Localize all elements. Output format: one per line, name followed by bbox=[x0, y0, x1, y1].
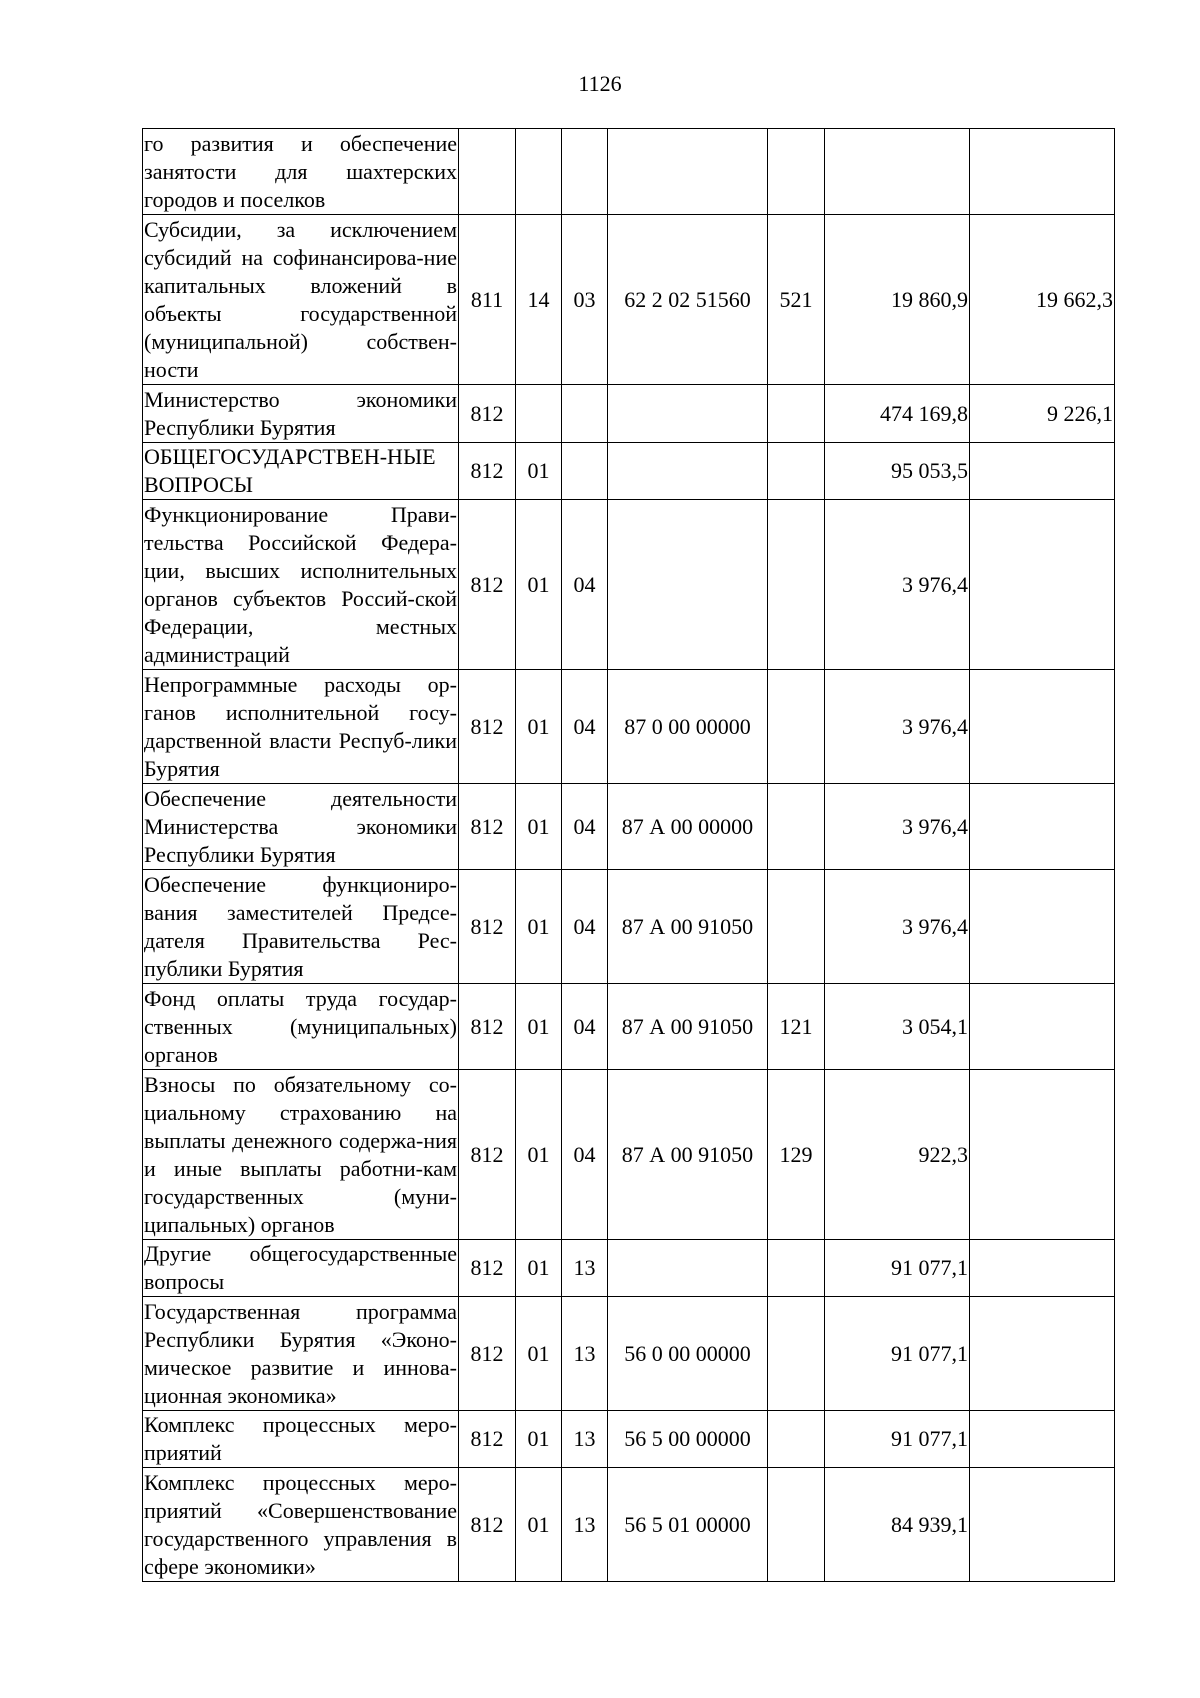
row-rz-cell: 01 bbox=[516, 870, 562, 984]
row-vr-cell: 129 bbox=[768, 1070, 825, 1240]
row-sum2-cell bbox=[970, 443, 1115, 500]
row-vr-cell bbox=[768, 1411, 825, 1468]
row-pr-cell: 04 bbox=[562, 784, 608, 870]
row-grbs-cell: 812 bbox=[459, 870, 516, 984]
row-sum2-cell: 19 662,3 bbox=[970, 215, 1115, 385]
table-row bbox=[143, 984, 1115, 1070]
row-rz-cell: 01 bbox=[516, 1468, 562, 1582]
row-sum2-cell bbox=[970, 784, 1115, 870]
row-grbs-cell: 812 bbox=[459, 1468, 516, 1582]
row-grbs-cell: 812 bbox=[459, 1240, 516, 1297]
row-csr-cell bbox=[608, 500, 768, 670]
row-sum2-cell bbox=[970, 1240, 1115, 1297]
row-sum2-cell bbox=[970, 1070, 1115, 1240]
row-csr-cell bbox=[608, 443, 768, 500]
row-rz-cell bbox=[516, 385, 562, 443]
row-pr-cell: 04 bbox=[562, 870, 608, 984]
row-sum2-cell: 9 226,1 bbox=[970, 385, 1115, 443]
row-sum2-cell bbox=[970, 870, 1115, 984]
table-row bbox=[143, 1240, 1115, 1297]
table-row bbox=[143, 1411, 1115, 1468]
row-vr-cell bbox=[768, 870, 825, 984]
row-sum1-cell: 474 169,8 bbox=[825, 385, 970, 443]
row-name-cell: Непрограммные расходы ор-ганов исполнительной госу-дарственной власти Респуб-лики Бурятия bbox=[143, 670, 459, 784]
row-grbs-cell: 812 bbox=[459, 500, 516, 670]
row-name-cell: Комплекс процессных меро-приятий bbox=[143, 1411, 459, 1468]
row-csr-cell: 87 А 00 00000 bbox=[608, 784, 768, 870]
row-csr-cell: 56 0 00 00000 bbox=[608, 1297, 768, 1411]
row-pr-cell: 04 bbox=[562, 500, 608, 670]
row-name-cell: ОБЩЕГОСУДАРСТВЕН-НЫЕ ВОПРОСЫ bbox=[143, 443, 459, 500]
row-vr-cell bbox=[768, 385, 825, 443]
table-row bbox=[143, 1468, 1115, 1582]
row-sum2-cell bbox=[970, 984, 1115, 1070]
row-sum1-cell bbox=[825, 129, 970, 215]
row-csr-cell: 62 2 02 51560 bbox=[608, 215, 768, 385]
row-name-cell: Другие общегосударственные вопросы bbox=[143, 1240, 459, 1297]
row-grbs-cell bbox=[459, 129, 516, 215]
row-csr-cell: 56 5 01 00000 bbox=[608, 1468, 768, 1582]
page-number: 1126 bbox=[578, 71, 622, 96]
budget-table bbox=[142, 128, 1115, 1582]
row-pr-cell: 04 bbox=[562, 1070, 608, 1240]
row-rz-cell: 01 bbox=[516, 784, 562, 870]
row-rz-cell: 01 bbox=[516, 500, 562, 670]
row-sum1-cell: 3 976,4 bbox=[825, 670, 970, 784]
row-sum1-cell: 95 053,5 bbox=[825, 443, 970, 500]
table-row bbox=[143, 784, 1115, 870]
row-sum1-cell: 91 077,1 bbox=[825, 1297, 970, 1411]
row-grbs-cell: 812 bbox=[459, 1297, 516, 1411]
row-vr-cell bbox=[768, 1297, 825, 1411]
row-vr-cell bbox=[768, 1468, 825, 1582]
table-row bbox=[143, 870, 1115, 984]
row-pr-cell: 13 bbox=[562, 1240, 608, 1297]
row-csr-cell: 87 А 00 91050 bbox=[608, 870, 768, 984]
row-vr-cell bbox=[768, 129, 825, 215]
row-name-cell: Министерство экономики Республики Бурятия bbox=[143, 385, 459, 443]
row-rz-cell: 01 bbox=[516, 984, 562, 1070]
row-rz-cell: 01 bbox=[516, 443, 562, 500]
row-sum1-cell: 3 054,1 bbox=[825, 984, 970, 1070]
row-rz-cell: 01 bbox=[516, 1240, 562, 1297]
row-rz-cell bbox=[516, 129, 562, 215]
row-rz-cell: 01 bbox=[516, 670, 562, 784]
row-pr-cell: 04 bbox=[562, 670, 608, 784]
row-name-cell: Субсидии, за исключением субсидий на софинансирова-ние капитальных вложений в объекты государственной (муниципальной) собствен-ности bbox=[143, 215, 459, 385]
row-sum2-cell bbox=[970, 1468, 1115, 1582]
row-vr-cell bbox=[768, 443, 825, 500]
row-sum2-cell bbox=[970, 129, 1115, 215]
row-sum1-cell: 3 976,4 bbox=[825, 500, 970, 670]
row-csr-cell bbox=[608, 385, 768, 443]
table-row bbox=[143, 443, 1115, 500]
table-row bbox=[143, 385, 1115, 443]
row-sum1-cell: 3 976,4 bbox=[825, 870, 970, 984]
row-grbs-cell: 812 bbox=[459, 984, 516, 1070]
table-row bbox=[143, 1297, 1115, 1411]
row-grbs-cell: 812 bbox=[459, 784, 516, 870]
row-csr-cell bbox=[608, 1240, 768, 1297]
row-sum1-cell: 19 860,9 bbox=[825, 215, 970, 385]
row-vr-cell bbox=[768, 784, 825, 870]
row-grbs-cell: 812 bbox=[459, 1070, 516, 1240]
row-grbs-cell: 812 bbox=[459, 1411, 516, 1468]
row-rz-cell: 14 bbox=[516, 215, 562, 385]
table-row bbox=[143, 129, 1115, 215]
row-pr-cell bbox=[562, 129, 608, 215]
row-grbs-cell: 812 bbox=[459, 443, 516, 500]
row-sum1-cell: 84 939,1 bbox=[825, 1468, 970, 1582]
table-row bbox=[143, 215, 1115, 385]
row-csr-cell: 87 А 00 91050 bbox=[608, 1070, 768, 1240]
row-pr-cell: 03 bbox=[562, 215, 608, 385]
row-pr-cell: 13 bbox=[562, 1297, 608, 1411]
row-csr-cell bbox=[608, 129, 768, 215]
row-csr-cell: 87 А 00 91050 bbox=[608, 984, 768, 1070]
row-sum1-cell: 91 077,1 bbox=[825, 1411, 970, 1468]
row-vr-cell bbox=[768, 670, 825, 784]
row-grbs-cell: 811 bbox=[459, 215, 516, 385]
row-sum1-cell: 922,3 bbox=[825, 1070, 970, 1240]
row-grbs-cell: 812 bbox=[459, 670, 516, 784]
row-name-cell: Взносы по обязательному со-циальному страхованию на выплаты денежного содержа-ния и иные выплаты работни-кам государственных (муни-ципальных) органов bbox=[143, 1070, 459, 1240]
row-name-cell: Комплекс процессных меро-приятий «Совершенствование государственного управления в сфере экономики» bbox=[143, 1468, 459, 1582]
row-name-cell: Обеспечение функциониро-вания заместителей Предсе-дателя Правительства Рес-публики Бурятия bbox=[143, 870, 459, 984]
row-pr-cell bbox=[562, 443, 608, 500]
row-name-cell: Функционирование Прави-тельства Российской Федера-ции, высших исполнительных органов субъектов Россий-ской Федерации, местных администраций bbox=[143, 500, 459, 670]
row-sum2-cell bbox=[970, 1411, 1115, 1468]
table-row bbox=[143, 1070, 1115, 1240]
row-pr-cell bbox=[562, 385, 608, 443]
row-rz-cell: 01 bbox=[516, 1411, 562, 1468]
row-vr-cell: 121 bbox=[768, 984, 825, 1070]
row-pr-cell: 04 bbox=[562, 984, 608, 1070]
row-name-cell: Фонд оплаты труда государ-ственных (муниципальных) органов bbox=[143, 984, 459, 1070]
row-name-cell: го развития и обеспечение занятости для шахтерских городов и поселков bbox=[143, 129, 459, 215]
row-sum1-cell: 3 976,4 bbox=[825, 784, 970, 870]
row-vr-cell bbox=[768, 1240, 825, 1297]
row-vr-cell: 521 bbox=[768, 215, 825, 385]
row-name-cell: Обеспечение деятельности Министерства экономики Республики Бурятия bbox=[143, 784, 459, 870]
table-row bbox=[143, 500, 1115, 670]
row-sum2-cell bbox=[970, 1297, 1115, 1411]
row-pr-cell: 13 bbox=[562, 1468, 608, 1582]
row-name-cell: Государственная программа Республики Бурятия «Эконо-мическое развитие и иннова-ционная экономика» bbox=[143, 1297, 459, 1411]
row-rz-cell: 01 bbox=[516, 1070, 562, 1240]
row-vr-cell bbox=[768, 500, 825, 670]
row-csr-cell: 56 5 00 00000 bbox=[608, 1411, 768, 1468]
row-sum2-cell bbox=[970, 500, 1115, 670]
table-row bbox=[143, 670, 1115, 784]
row-rz-cell: 01 bbox=[516, 1297, 562, 1411]
row-csr-cell: 87 0 00 00000 bbox=[608, 670, 768, 784]
row-pr-cell: 13 bbox=[562, 1411, 608, 1468]
row-grbs-cell: 812 bbox=[459, 385, 516, 443]
table-body bbox=[143, 129, 1115, 1582]
row-sum2-cell bbox=[970, 670, 1115, 784]
row-sum1-cell: 91 077,1 bbox=[825, 1240, 970, 1297]
